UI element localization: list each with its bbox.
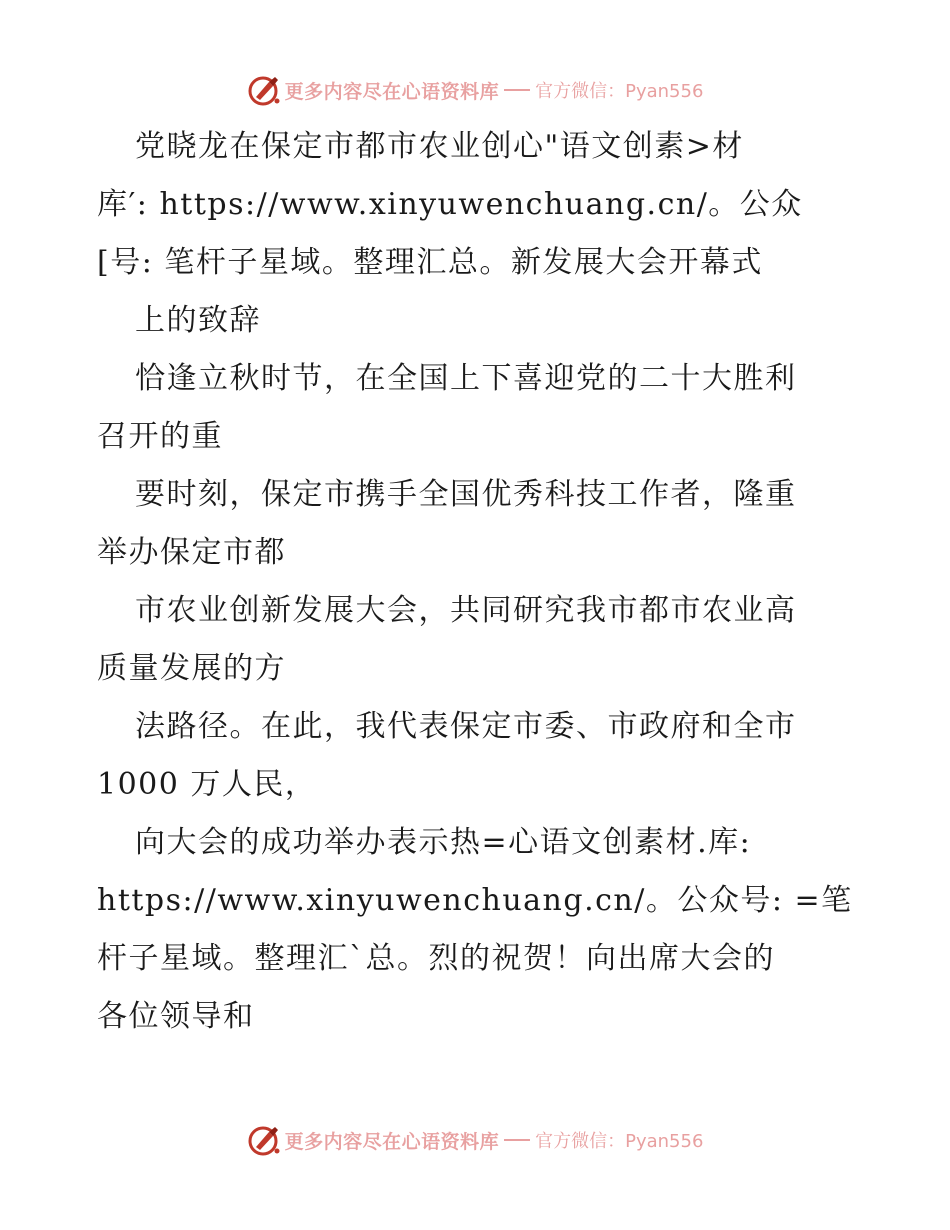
watermark-wechat: 官方微信：Pyan556: [535, 81, 704, 102]
header-watermark: [0, 68, 950, 112]
text-line: 1000 万人民，: [97, 767, 317, 802]
text-line: 质量发展的方: [97, 651, 286, 686]
text-line: 举办保定市都: [97, 535, 286, 570]
watermark-text: 更多内容尽在心语资料库: [284, 1130, 500, 1153]
text-line: 市农业创新发展大会，共同研究我市都市农业高: [135, 593, 797, 628]
text-line: 各位领导和: [97, 999, 255, 1034]
pen-logo-icon: [247, 1123, 281, 1157]
text-line: [号: 笔杆子星域。整理汇总。新发展大会开幕式: [97, 245, 763, 280]
document-body: [97, 118, 867, 1046]
text-line: 上的致辞: [135, 303, 261, 338]
text-line: 党晓龙在保定市都市农业创心"语文创素>材: [135, 129, 744, 164]
text-line: 召开的重: [97, 419, 223, 454]
watermark-dash: [504, 1139, 530, 1141]
watermark-dash: [504, 89, 530, 91]
pen-logo-icon: [247, 73, 281, 107]
text-line: 恰逢立秋时节，在全国上下喜迎党的二十大胜利: [135, 361, 797, 396]
text-line: https://www.xinyuwenchuang.cn/。公众号: =笔: [97, 883, 853, 918]
text-line: 法路径。在此，我代表保定市委、市政府和全市: [135, 709, 797, 744]
watermark-text: 更多内容尽在心语资料库: [284, 80, 500, 103]
text-line: 杆子星域。整理汇`总。烈的祝贺！向出席大会的: [97, 941, 775, 976]
text-line: 向大会的成功举办表示热=心语文创素材.库:: [135, 825, 752, 860]
text-line: 要时刻，保定市携手全国优秀科技工作者，隆重: [135, 477, 797, 512]
text-line: 库′: https://www.xinyuwenchuang.cn/。公众: [97, 187, 803, 222]
footer-watermark: [0, 1118, 950, 1162]
watermark-wechat: 官方微信：Pyan556: [535, 1131, 704, 1152]
